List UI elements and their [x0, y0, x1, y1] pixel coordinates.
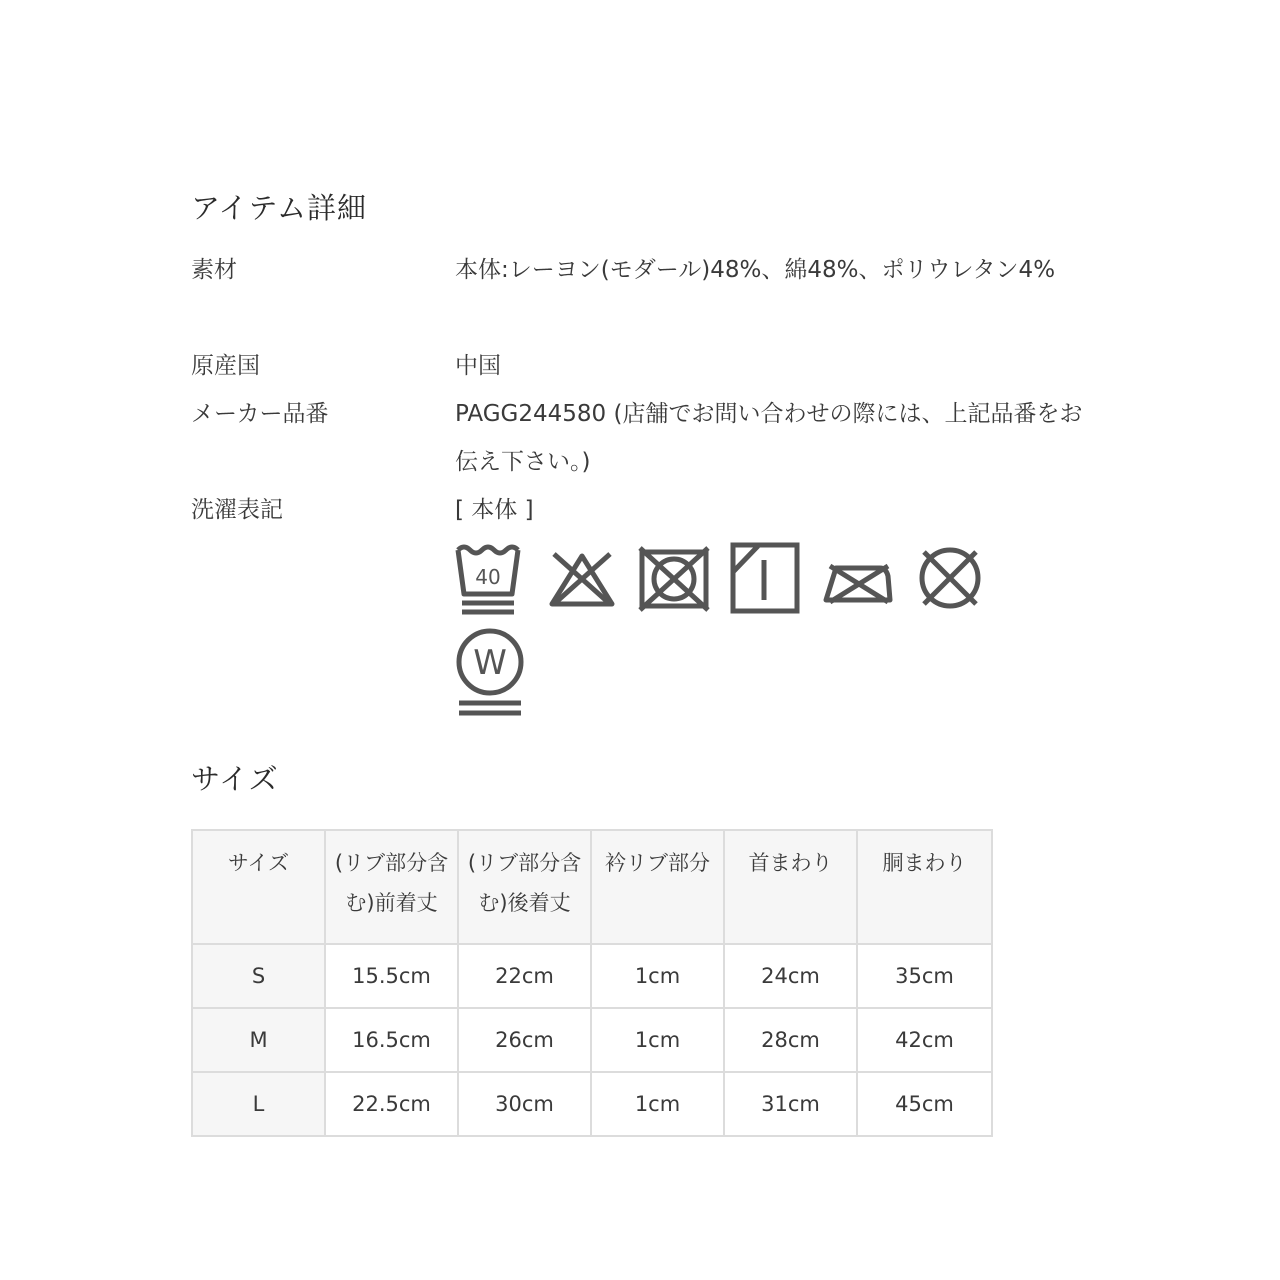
table-cell: 45cm	[857, 1072, 992, 1136]
spec-label-care: 洗濯表記	[191, 497, 283, 523]
table-cell: 1cm	[591, 1008, 724, 1072]
no-dry-clean-icon	[914, 542, 986, 618]
table-cell: 22cm	[458, 944, 591, 1008]
table-row	[192, 1072, 992, 1136]
table-cell: 31cm	[724, 1072, 857, 1136]
table-cell: 22.5cm	[325, 1072, 458, 1136]
table-cell: 26cm	[458, 1008, 591, 1072]
line-dry-in-shade-icon	[730, 542, 802, 618]
table-cell: 1cm	[591, 944, 724, 1008]
table-cell: 15.5cm	[325, 944, 458, 1008]
no-iron-icon	[822, 542, 894, 618]
spec-value-product-code: PAGG244580 (店舗でお問い合わせの際には、上記品番をお伝え下さい。)	[455, 401, 1083, 475]
size-cell: L	[192, 1072, 325, 1136]
size-table	[191, 829, 993, 1137]
size-table-header-row	[192, 830, 992, 944]
header-collar-rib: 衿リブ部分	[591, 830, 724, 944]
wash-tub-40-gentle-icon	[455, 542, 527, 618]
spec-value-origin: 中国	[455, 353, 501, 379]
table-cell: 28cm	[724, 1008, 857, 1072]
wet-clean-letter: W	[473, 643, 507, 683]
wet-clean-very-gentle-icon	[455, 626, 527, 722]
spec-value-care: [ 本体 ]	[455, 497, 534, 523]
item-details-title: アイテム詳細	[191, 191, 367, 225]
size-cell: S	[192, 944, 325, 1008]
spec-label-product-code: メーカー品番	[191, 401, 329, 427]
table-cell: 42cm	[857, 1008, 992, 1072]
table-cell: 35cm	[857, 944, 992, 1008]
no-bleach-icon	[546, 542, 618, 618]
table-cell: 1cm	[591, 1072, 724, 1136]
wash-temp-text: 40	[475, 565, 501, 589]
table-cell: 24cm	[724, 944, 857, 1008]
spec-label-origin: 原産国	[191, 353, 260, 379]
table-cell: 30cm	[458, 1072, 591, 1136]
spec-label-material: 素材	[191, 257, 237, 283]
header-neck: 首まわり	[724, 830, 857, 944]
header-back-length: (リブ部分含む)後着丈	[458, 830, 591, 944]
table-cell: 16.5cm	[325, 1008, 458, 1072]
table-row	[192, 944, 992, 1008]
spec-value-material: 本体:レーヨン(モダール)48%、綿48%、ポリウレタン4%	[455, 257, 1056, 283]
table-row	[192, 1008, 992, 1072]
no-tumble-dry-icon	[638, 542, 710, 618]
care-icons	[455, 542, 1015, 722]
size-cell: M	[192, 1008, 325, 1072]
header-size: サイズ	[192, 830, 325, 944]
header-waist: 胴まわり	[857, 830, 992, 944]
size-section-title: サイズ	[191, 762, 279, 796]
header-front-length: (リブ部分含む)前着丈	[325, 830, 458, 944]
